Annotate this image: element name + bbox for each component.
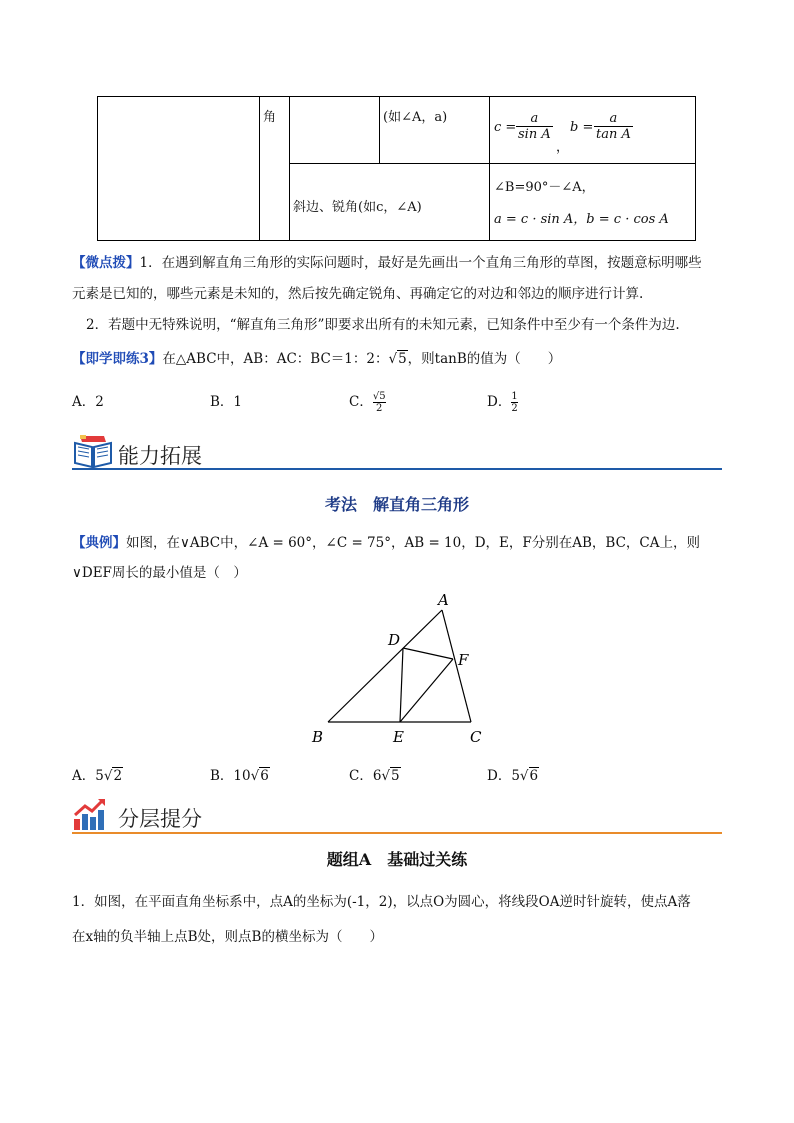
option-a-text: A．5 [72,768,104,784]
label-c: C [470,728,482,746]
formula-c-fraction [516,111,553,142]
side-ab [328,610,442,722]
label-d: D [388,631,401,649]
example-option-c[interactable]: C．6√5 [349,768,400,784]
tip-line-2: 元素是已知的，哪些元素是未知的，然后按先确定锐角、再确定它的对边和邻边的顺序进行计算. [72,286,644,302]
book-icon [72,433,114,469]
tip-label: 【微点拨】 [72,255,140,271]
option-d-den: 2 [511,403,518,414]
formula-c-lhs: c = [494,120,517,135]
segment-ef [400,659,453,722]
example-option-a[interactable]: A．5√2 [72,768,123,784]
group-title: 题组A 基础过关练 [326,850,468,869]
option-d-fraction [511,391,517,414]
table-cell-known: (如∠A，a) [383,110,448,125]
segment-de [400,648,403,722]
option-c-num: √5 [372,391,386,402]
table-cell-side-formulas: a = c · sin A，b = c · cos A [494,212,669,227]
practice-3-option-a[interactable]: A．2 [72,394,104,410]
question-1-line-2: 在x轴的负半轴上点B处，则点B的横坐标为（ ） [72,929,383,945]
practice-3-question: 【即学即练3】在△ABC中，AB：AC：BC＝1：2：√5，则tanB的值为（ ） [72,351,562,367]
label-f: F [458,651,469,669]
table-cell-angle-b: ∠B=90°－∠A， [494,180,595,195]
formula-c-numerator: a [530,111,539,126]
option-d-text: D．5 [487,768,520,784]
option-b-rad: 6 [260,768,269,784]
method-title: 考法 解直角三角形 [324,495,469,514]
section-title-tiers: 分层提分 [118,807,202,831]
practice-3-text-b: ，则tanB的值为（ ） [407,351,562,367]
option-d-prefix: D． [487,394,512,410]
practice-3-option-b[interactable]: B．1 [210,394,243,410]
practice-3-option-c[interactable] [349,390,386,414]
section-underline-ability [72,468,722,470]
option-a-rad: 2 [113,768,123,784]
option-c-fraction [373,391,386,414]
triangle-figure [300,585,500,750]
option-d-num: 1 [511,391,518,402]
table-cell-hyp-angle: 斜边、锐角(如c，∠A) [293,200,422,215]
label-b: B [312,728,324,746]
example-text-1: 如图，在∨ABC中，∠A = 60°，∠C = 75°，AB = 10，D，E，F分别在AB，BC，CA上，则 [126,535,701,551]
example-line-2: ∨DEF周长的最小值是（ ） [72,565,247,581]
practice-3-text-a: 在△ABC中，AB：AC：BC＝1：2： [162,351,389,367]
practice-3-option-d[interactable] [487,390,518,414]
tip-line-3: 2．若题中无特殊说明，“解直角三角形”即要求出所有的未知元素，已知条件中至少有一个条件为边. [86,317,680,333]
question-1-line-1: 1．如图，在平面直角坐标系中，点A的坐标为(-1，2)，以点O为圆心，将线段OA逆时针旋转，使点A落 [72,894,691,910]
option-c-rad: 5 [391,768,400,784]
formula-c-denominator: sin A [518,127,551,142]
tip-text-1: 1．在遇到解直角三角形的实际问题时，最好是先画出一个直角三角形的草图，按题意标明哪些 [139,255,702,271]
example-label: 【典例】 [72,535,126,551]
label-e: E [393,728,404,746]
option-d-rad: 6 [529,768,539,784]
formula-separator: ， [556,140,570,155]
example-option-d[interactable]: D．5√6 [487,768,539,784]
label-a: A [438,591,449,609]
option-c-text: C．6 [349,768,382,784]
formula-b-lhs: b = [570,120,594,135]
practice-3-sqrt: 5 [398,351,407,367]
formula-b-fraction [594,111,633,142]
formula-b-numerator: a [609,111,618,126]
example-line-1 [72,531,700,551]
segment-df [403,648,453,659]
option-c-prefix: C． [349,394,373,410]
practice-3-label: 【即学即练3】 [72,351,163,367]
section-title-ability: 能力拓展 [118,444,202,468]
option-c-den: 2 [373,402,386,414]
option-b-text: B．10 [210,768,251,784]
example-option-b[interactable]: B．10√6 [210,768,269,784]
growth-chart-icon [72,797,108,831]
formula-b-denominator: tan A [596,127,631,142]
tip-line-1 [72,251,702,271]
table-cell-angle: 角 [263,110,277,125]
section-underline-tiers [72,832,722,834]
